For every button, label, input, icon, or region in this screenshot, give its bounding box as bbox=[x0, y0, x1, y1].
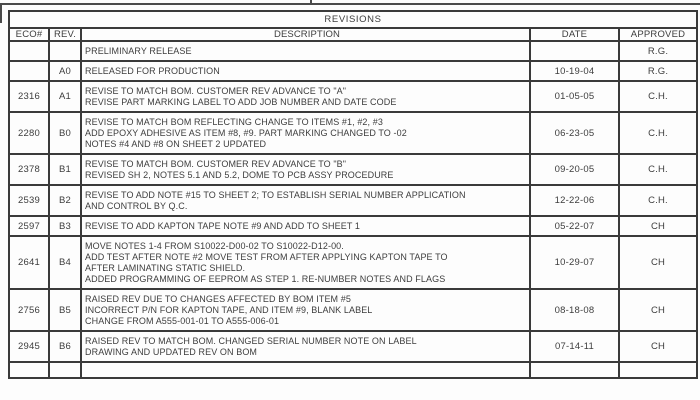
rev-letter: B5 bbox=[50, 290, 82, 330]
eco-number: 2316 bbox=[10, 82, 50, 111]
revisions-title: REVISIONS bbox=[10, 12, 696, 29]
revision-approved: CH bbox=[650, 220, 666, 232]
revision-approved: CH bbox=[650, 257, 666, 268]
revisions-table bbox=[8, 10, 698, 379]
empty-appr-cell bbox=[620, 363, 696, 377]
revision-row bbox=[10, 332, 696, 363]
description-line: REVISE TO MATCH BOM. CUSTOMER REV ADVANCE TO "B" bbox=[85, 158, 347, 169]
rev-letter bbox=[50, 42, 82, 60]
revision-date: 07-14-11 bbox=[531, 332, 620, 361]
eco-number: 2280 bbox=[10, 113, 50, 153]
revision-row bbox=[10, 217, 696, 237]
revision-approved: R.G. bbox=[647, 65, 669, 77]
revision-approved: CH bbox=[650, 304, 666, 316]
empty-next-row bbox=[10, 363, 696, 377]
revision-description bbox=[82, 237, 531, 288]
description-line: INCORRECT P/N FOR KAPTON TAPE, AND ITEM #9, BLANK LABEL bbox=[85, 304, 373, 315]
revision-date: 12-22-06 bbox=[531, 186, 620, 215]
revision-approved: C.H. bbox=[648, 91, 668, 102]
rev-letter: B6 bbox=[50, 332, 82, 361]
revision-description bbox=[82, 217, 531, 235]
revision-rows bbox=[10, 42, 696, 363]
eco-number bbox=[10, 62, 50, 80]
revision-description bbox=[82, 42, 531, 60]
description-line: REVISE PART MARKING LABEL TO ADD JOB NUMBER AND DATE CODE bbox=[85, 96, 397, 107]
col-header-date: DATE bbox=[531, 29, 620, 40]
rev-letter: B2 bbox=[50, 186, 82, 215]
rev-letter: B3 bbox=[50, 217, 82, 235]
revision-description bbox=[82, 290, 531, 330]
revision-description bbox=[82, 113, 531, 153]
revision-description bbox=[82, 62, 531, 80]
revision-row bbox=[10, 186, 696, 217]
revision-approved: C.H. bbox=[648, 164, 668, 175]
sheet-border-top-tick bbox=[310, 0, 312, 5]
description-line: ADD TEST AFTER NOTE #2 MOVE TEST FROM AFTER APPLYING KAPTON TAPE TO bbox=[85, 251, 448, 262]
eco-number bbox=[10, 42, 50, 60]
revision-approved: R.G. bbox=[647, 45, 669, 57]
revision-date: 06-23-05 bbox=[531, 113, 620, 153]
eco-number: 2539 bbox=[10, 186, 50, 215]
revision-date: 10-29-07 bbox=[531, 237, 620, 288]
rev-letter: B1 bbox=[50, 155, 82, 184]
eco-number: 2756 bbox=[10, 290, 50, 330]
description-line: PRELIMINARY RELEASE bbox=[85, 45, 192, 56]
sheet-border-left-tick bbox=[0, 3, 2, 23]
description-line: DRAWING AND UPDATED REV ON BOM bbox=[85, 346, 258, 357]
revision-row bbox=[10, 42, 696, 62]
revision-date bbox=[531, 42, 620, 60]
description-line: CHANGE FROM A555-001-01 TO A555-006-01 bbox=[85, 315, 280, 326]
revision-row bbox=[10, 62, 696, 82]
description-line: RAISED REV DUE TO CHANGES AFFECTED BY BOM ITEM #5 bbox=[85, 293, 351, 304]
empty-eco-cell bbox=[10, 363, 50, 377]
col-header-description: DESCRIPTION bbox=[82, 29, 531, 40]
description-line: ADDED PROGRAMMING OF EEPROM AS STEP 1. RE-NUMBER NOTES AND FLAGS bbox=[85, 273, 446, 284]
col-header-approved: APPROVED bbox=[630, 29, 686, 40]
revision-approved: CH bbox=[650, 341, 666, 352]
revision-date: 08-18-08 bbox=[531, 290, 620, 330]
revision-approved: C.H. bbox=[648, 127, 668, 139]
revision-row bbox=[10, 290, 696, 332]
description-line: RAISED REV TO MATCH BOM. CHANGED SERIAL NUMBER NOTE ON LABEL bbox=[85, 335, 417, 346]
eco-number: 2378 bbox=[10, 155, 50, 184]
rev-letter: B4 bbox=[50, 237, 82, 288]
description-line: NOTES #4 AND #8 ON SHEET 2 UPDATED bbox=[85, 138, 267, 149]
col-header-rev: REV. bbox=[50, 29, 82, 40]
description-line: REVISE TO MATCH BOM REFLECTING CHANGE TO ITEMS #1, #2, #3 bbox=[85, 116, 383, 127]
revision-date: 09-20-05 bbox=[531, 155, 620, 184]
revision-row bbox=[10, 113, 696, 155]
revision-description bbox=[82, 82, 531, 111]
description-line: MOVE NOTES 1-4 FROM S10022-D00-02 TO S10022-D12-00. bbox=[85, 240, 344, 251]
revision-date: 01-05-05 bbox=[531, 82, 620, 111]
eco-number: 2597 bbox=[10, 217, 50, 235]
empty-rev-cell bbox=[50, 363, 82, 377]
revision-description bbox=[82, 186, 531, 215]
description-line: REVISED SH 2, NOTES 5.1 AND 5.2, DOME TO PCB ASSY PROCEDURE bbox=[85, 169, 394, 180]
description-line: ADD EPOXY ADHESIVE AS ITEM #8, #9. PART MARKING CHANGED TO -02 bbox=[85, 127, 407, 138]
revision-description bbox=[82, 332, 531, 361]
revision-row bbox=[10, 237, 696, 290]
revision-description bbox=[82, 155, 531, 184]
rev-letter: A1 bbox=[50, 82, 82, 111]
empty-date-cell bbox=[531, 363, 620, 377]
empty-desc-cell bbox=[82, 363, 531, 377]
description-line: REVISE TO ADD KAPTON TAPE NOTE #9 AND ADD TO SHEET 1 bbox=[85, 220, 360, 231]
revisions-header-row bbox=[10, 29, 696, 42]
description-line: AND CONTROL BY Q.C. bbox=[85, 200, 188, 211]
eco-number: 2945 bbox=[10, 332, 50, 361]
description-line: REVISE TO ADD NOTE #15 TO SHEET 2; TO ESTABLISH SERIAL NUMBER APPLICATION bbox=[85, 189, 466, 200]
revision-date: 05-22-07 bbox=[531, 217, 620, 235]
revision-date: 10-19-04 bbox=[531, 62, 620, 80]
rev-letter: A0 bbox=[50, 62, 82, 80]
sheet-border-top-line bbox=[0, 3, 700, 5]
revision-row bbox=[10, 155, 696, 186]
rev-letter: B0 bbox=[50, 113, 82, 153]
eco-number: 2641 bbox=[10, 237, 50, 288]
description-line: REVISE TO MATCH BOM. CUSTOMER REV ADVANCE TO "A" bbox=[85, 85, 347, 96]
description-line: RELEASED FOR PRODUCTION bbox=[85, 65, 220, 76]
col-header-eco: ECO# bbox=[10, 29, 50, 40]
revision-row bbox=[10, 82, 696, 113]
description-line: AFTER LAMINATING STATIC SHIELD. bbox=[85, 262, 246, 273]
revision-approved: C.H. bbox=[648, 195, 668, 206]
